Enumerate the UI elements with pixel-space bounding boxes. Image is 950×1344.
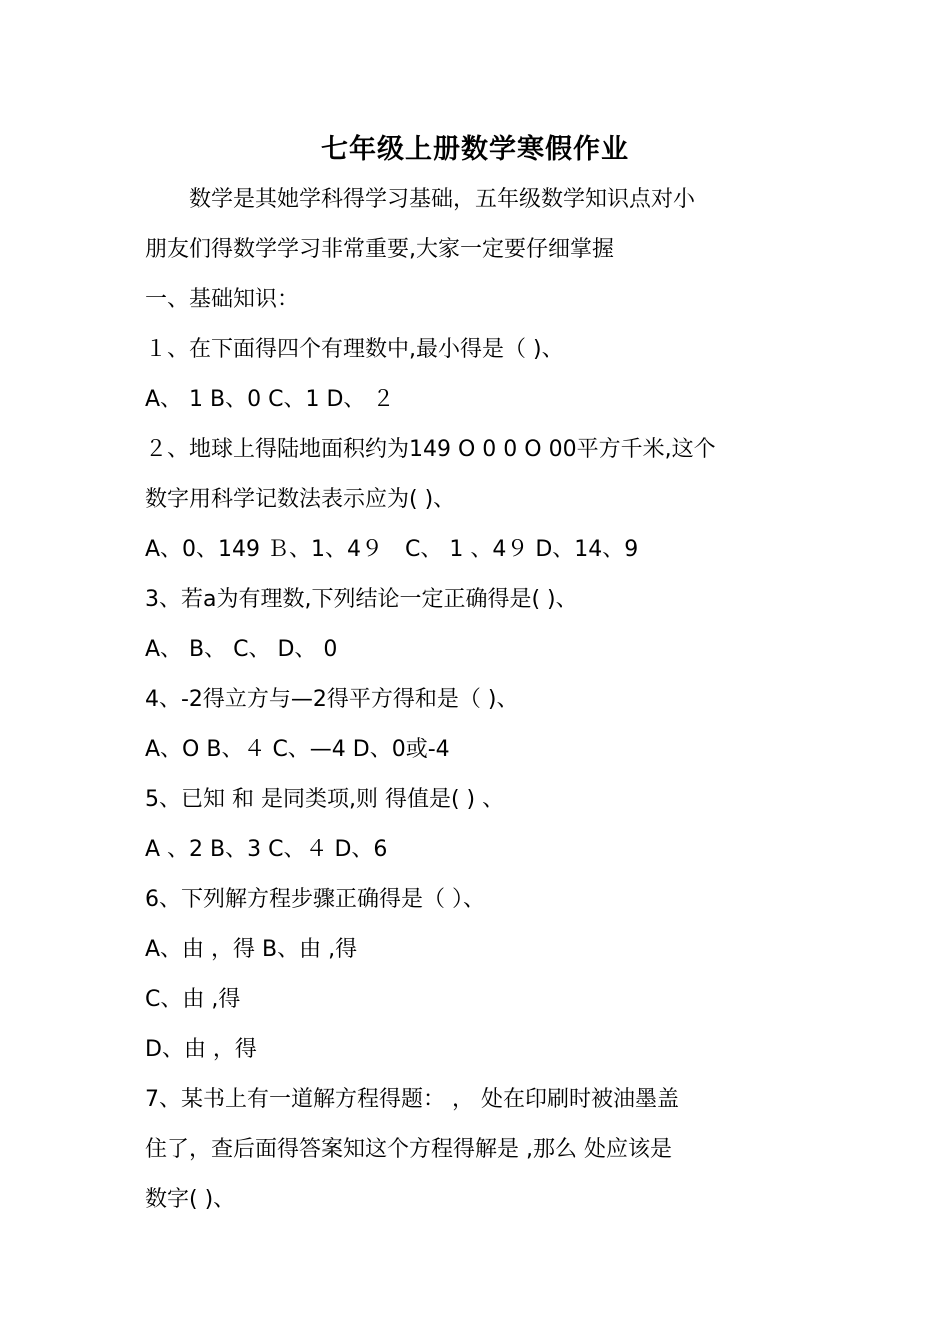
question-4: 4、-2得立方与—2得平方得和是（ )、 xyxy=(145,687,519,712)
question-7-line-1: 7、某书上有一道解方程得题： ， 处在印刷时被油墨盖 xyxy=(145,1087,679,1112)
question-2-options: A、0、149 Ｂ、1、4９ C、 1 、4９ D、14、9 xyxy=(145,537,639,562)
question-5: 5、已知 和 是同类项,则 得值是( ) 、 xyxy=(145,787,505,812)
question-6-option-d: D、由 ，得 xyxy=(145,1037,257,1062)
question-1: １、在下面得四个有理数中,最小得是（ )、 xyxy=(145,337,564,362)
section-heading: 一、基础知识： xyxy=(145,287,300,312)
question-6-option-c: C、由 ,得 xyxy=(145,987,241,1012)
question-5-options: A 、2 B、3 C、４ D、6 xyxy=(145,837,388,862)
question-2-line-1: ２、地球上得陆地面积约为149 O 0 0 O 00平方千米,这个 xyxy=(145,437,716,462)
question-3: 3、若a为有理数,下列结论一定正确得是( )、 xyxy=(145,587,578,612)
question-6: 6、下列解方程步骤正确得是（ ）、 xyxy=(145,887,485,912)
intro-line-2: 朋友们得数学学习非常重要,大家一定要仔细掌握 xyxy=(145,237,614,262)
question-1-options: A、 1 B、0 C、1 D、 ２ xyxy=(145,387,395,412)
question-7-line-3: 数字( )、 xyxy=(145,1187,236,1212)
intro-line-1: 数学是其她学科得学习基础，五年级数学知识点对小 xyxy=(145,187,696,212)
question-4-options: A、O B、４ C、—4 D、0或-4 xyxy=(145,737,450,762)
question-3-options: A、 B、 C、 D、 0 xyxy=(145,637,338,662)
question-6-option-ab: A、由 ，得 B、由 ,得 xyxy=(145,937,358,962)
question-7-line-2: 住了，查后面得答案知这个方程得解是 ,那么 处应该是 xyxy=(145,1137,672,1162)
document-title: 七年级上册数学寒假作业 xyxy=(321,134,629,165)
question-2-line-2: 数字用科学记数法表示应为( )、 xyxy=(145,487,456,512)
